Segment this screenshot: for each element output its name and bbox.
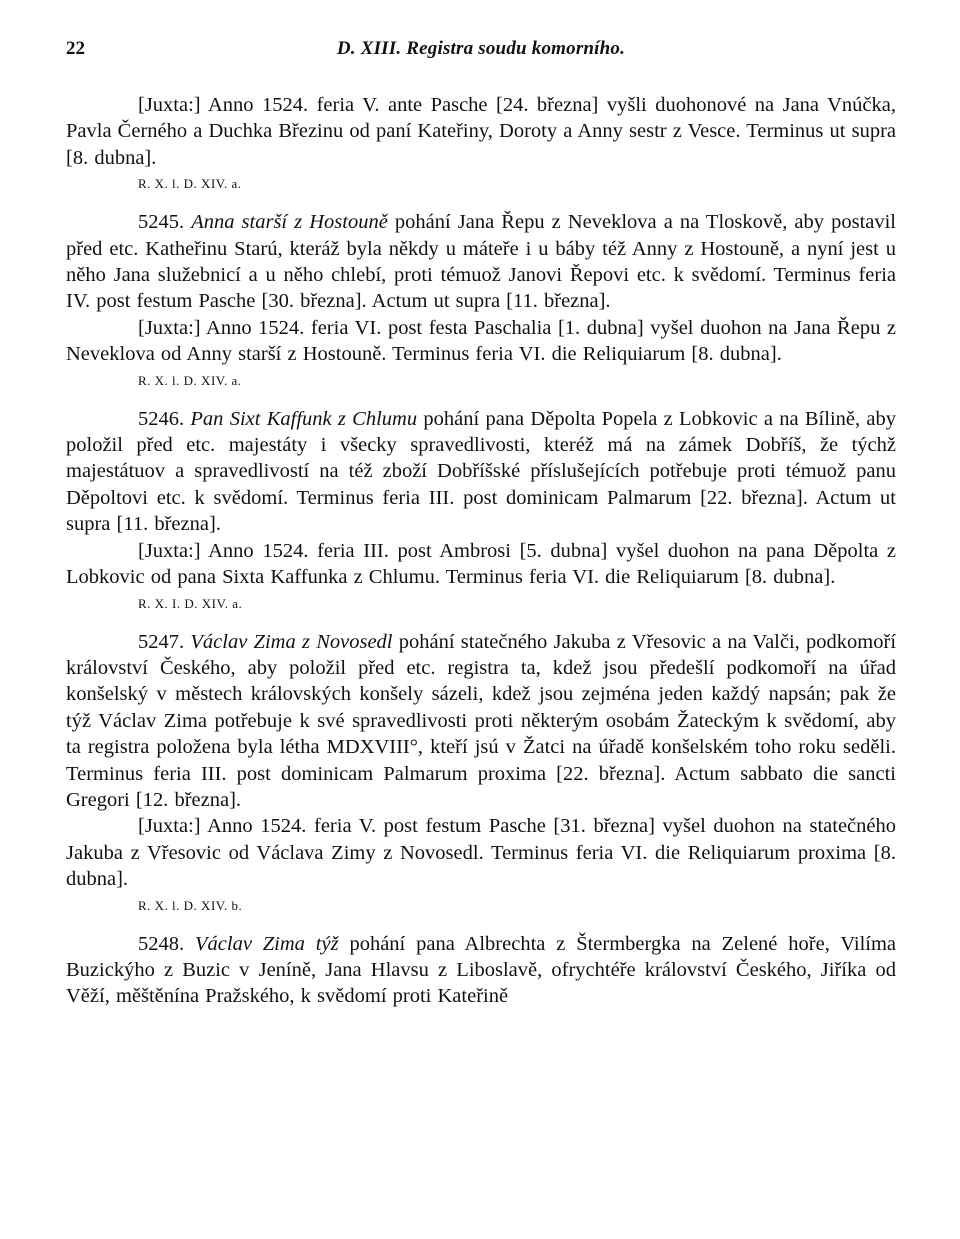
entry-text: pohání Jana Řepu z Neveklova a na Tloskově, aby postavil před etc. Katheřinu Starú, kteráž byla někdy u máteře i u báby též Anny z Hostouně, a nyní jest u něho Jana služebnicí a u něho chlebí, proti témuož Janovi Řepovi etc. k svědomí. Terminus feria IV. post festum Pasche [30. března]. Actum ut supra [11. března].	[66, 211, 897, 313]
source-reference: R. X. l. D. XIV. a.	[138, 372, 242, 388]
running-title: D. XIII. Registra soudu komorního.	[336, 38, 626, 59]
entry-number: 5247.	[138, 630, 185, 653]
entry-5248	[66, 931, 896, 1010]
source-reference: R. X. I. D. XIV. a.	[138, 595, 243, 611]
page-number: 22	[66, 38, 85, 59]
entry-number: 5246.	[138, 407, 185, 430]
entry-5246	[66, 406, 896, 538]
juxta-paragraph: [Juxta:] Anno 1524. feria V. post festum Pasche [31. března] vyšel duohon na statečného Jakuba z Vřesovic od Václava Zimy z Novosedl. Terminus feria VI. die Reliquiarum proxima [8. dubna].	[66, 815, 896, 891]
running-head	[66, 38, 896, 68]
entry-text: pohání statečného Jakuba z Vřesovic a na Valči, podkomoří království Českého, aby položil před etc. registra ta, kdež jsou předešlí podkomoří na úřad konšelský v městech královských konšely sázeli, kdež jsou zejména jeden každý napsán; pak že týž Václav Zima potřebuje k své spravedlivosti proti některým osobám Žateckým k svědomí, aby ta registra položena byla létha MDXVIII°, kteří jsú v Žatci na úřadě konšelském toho roku seděli. Terminus feria III. post dominicam Palmarum proxima [22. března]. Actum sabbato die sancti Gregori [12. března].	[66, 630, 897, 811]
entry-party-name: Václav Zima týž	[195, 932, 339, 955]
document-page	[66, 38, 896, 1010]
entry-text: pohání pana Albrechta z Štermbergka na Zelené hoře, Vilíma Buzickýho z Buzic v Jeníně, Jana Hlavsu z Liboslavě, ofrychtéře království Českého, Jiříka od Věží, měštěnína Pražského, k svědomí proti Kateřině	[66, 932, 897, 1008]
juxta-paragraph: [Juxta:] Anno 1524. feria III. post Ambrosi [5. dubna] vyšel duohon na pana Děpolta z Lobkovic od pana Sixta Kaffunka z Chlumu. Terminus feria VI. die Reliquiarum [8. dubna].	[66, 539, 896, 589]
entry-number: 5245.	[138, 211, 185, 234]
source-reference: R. X. l. D. XIV. a.	[138, 176, 242, 192]
entry-5247	[66, 629, 896, 814]
entry-number: 5248.	[138, 932, 185, 955]
entry-party-name: Václav Zima z Novosedl	[190, 630, 393, 653]
source-reference: R. X. l. D. XIV. b.	[138, 897, 243, 913]
entry-text: pohání pana Děpolta Popela z Lobkovic a na Bílině, aby položil před etc. majestáty i všecky spravedlivosti, kteréž má na zámek Dobříš, že týchž majestátuov a spravedlivostí na též zboží Dobříšské příslušejících potřebuje proti témuož panu Děpoltovi etc. k svědomí. Terminus feria III. post dominicam Palmarum [22. března]. Actum ut supra [11. března].	[66, 407, 896, 536]
juxta-paragraph: [Juxta:] Anno 1524. feria V. ante Pasche [24. března] vyšli duohonové na Jana Vnúčka, Pavla Černého a Duchka Březinu od paní Kateřiny, Doroty a Anny sestr z Vesce. Terminus ut supra [8. dubna].	[66, 94, 896, 169]
entry-party-name: Anna starší z Hostouně	[191, 211, 388, 234]
entry-party-name: Pan Sixt Kaffunk z Chlumu	[190, 407, 418, 430]
entry-5245	[66, 209, 896, 315]
juxta-paragraph: [Juxta:] Anno 1524. feria VI. post festa Paschalia [1. dubna] vyšel duohon na Jana Řepu z Neveklova od Anny starší z Hostouně. Terminus feria VI. die Reliquiarum [8. dubna].	[66, 316, 896, 366]
